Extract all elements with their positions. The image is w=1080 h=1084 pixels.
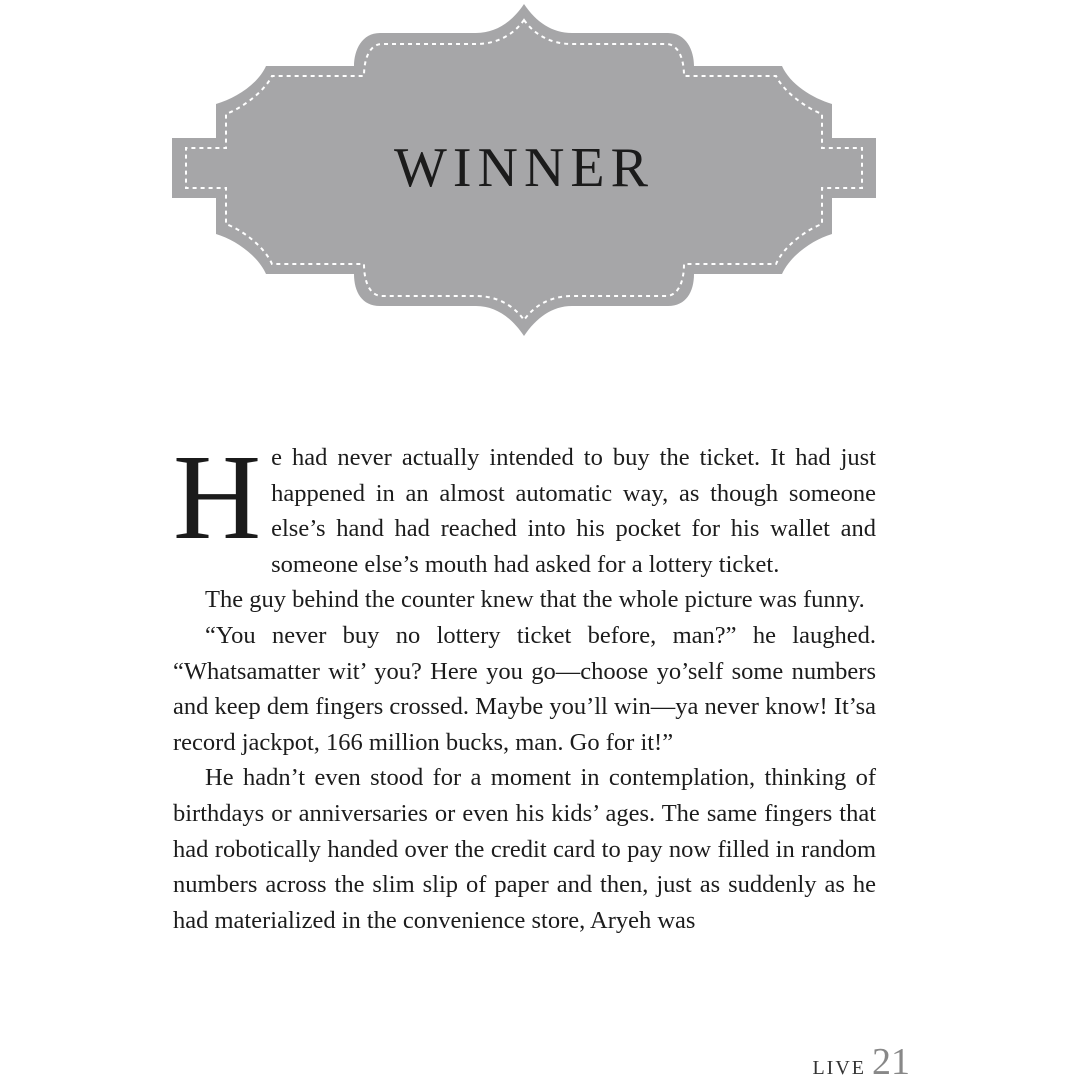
paragraph-1-text: e had never actually intended to buy the ticket. It had just happened in an almost automatic way, as though someone else’s hand had reached into his pocket for his wallet and someone else’s mouth had asked for a lottery ticket. [271,444,876,578]
chapter-title-banner [172,0,876,340]
paragraph-3: “You never buy no lottery ticket before, man?” he laughed. “Whatsamatter wit’ you? Here you go—choose yo’self some numbers and keep dem fingers crossed. Maybe you’ll win—ya never know! It’sa record jackpot, 166 million bucks, man. Go for it!” [173,621,876,756]
page-footer [812,1040,910,1083]
chapter-body [173,430,876,938]
running-head: LIVE [812,1057,866,1079]
chapter-title: WINNER [394,137,654,199]
paragraph-4: He hadn’t even stood for a moment in contemplation, thinking of birthdays or anniversaries or even his kids’ ages. The same fingers that had robotically handed over the credit card to pay now filled in random numbers across the slim slip of paper and then, just as suddenly as he had materialized in the convenience store, Aryeh was [173,764,876,934]
page-number: 21 [872,1041,910,1083]
paragraph-2: The guy behind the counter knew that the whole picture was funny. [205,586,865,614]
paragraph-1 [173,430,876,582]
drop-cap: H [173,430,262,565]
